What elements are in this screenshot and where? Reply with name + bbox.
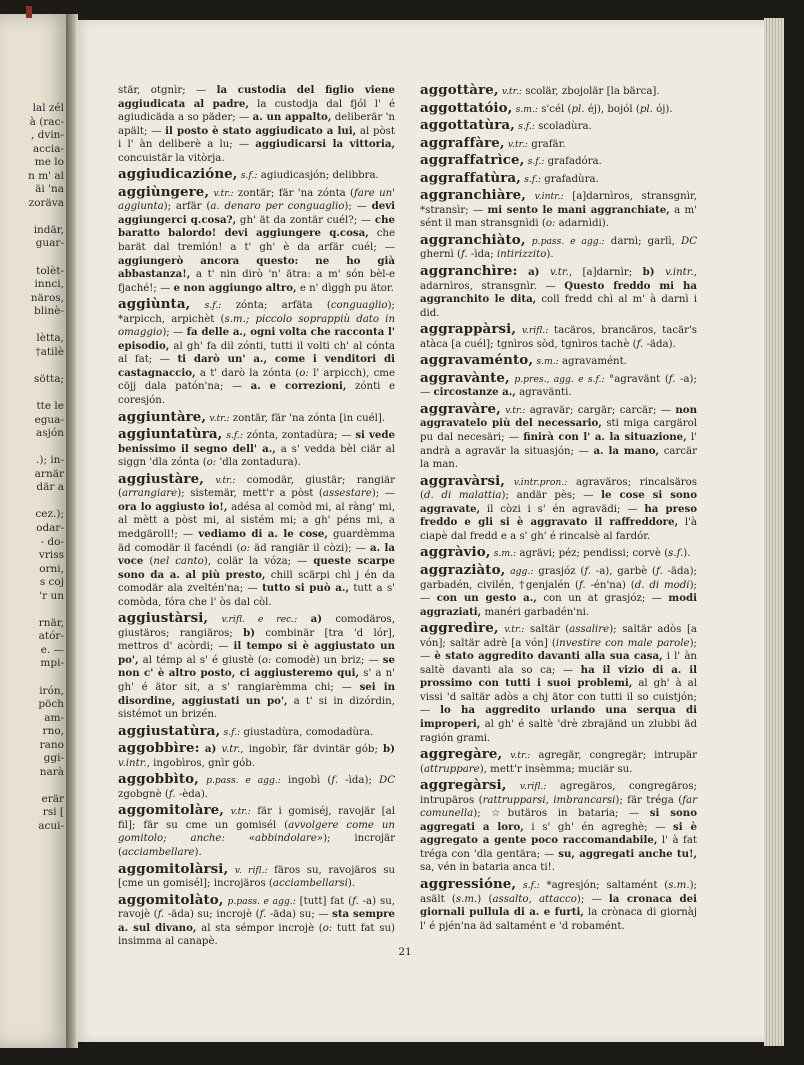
entry-definition: saltär (assalire); saltär adòs [a vón]; saltär adrè [a vón] (investire con male parole); — è stato aggredito davanti alla sua casa, i l' àn saltè davanti ala so ca; — ha il vizio di a. il prossimo con tutti i suoi problemi, al gh' à al vissi 'd saltär adòs a chj ätor con tutti il so cuistjón; — lo ha aggredito urlando una serqua di improperi, al gh' é saltè 'drè zbrajänd un zlubbi äd ragión grami. — [420, 624, 698, 744]
entry-grammar: v.rifl. e rec.: — [221, 614, 298, 626]
entry-headword: aggraffatrìce, — [420, 152, 525, 169]
left-page-text: lal zél à (rac- , dvin- accia- me lo n m' al äi 'na zoräva indär, guar- tolèt- innci, näros, blinè- lètta, †atilè sötta; tte le egua- asjón .); in- arnär där a cez.); odar- - do- vriss orni, s coj 'r un rnär, atór- e. — mpi- irón, pöch am- rno, rano ggi- narà erär rsi [ acui- — [28, 102, 64, 832]
entry-definition: scoladùra. — [538, 121, 592, 133]
entry-headword: aggobbìre: — [118, 740, 200, 757]
entry-grammar: s.f.: — [240, 170, 258, 182]
dictionary-entry — [420, 154, 697, 169]
dictionary-entry — [420, 189, 697, 231]
entry-headword: aggottatùra, — [420, 117, 515, 134]
entry-headword: aggiustàrsi, — [118, 610, 209, 627]
entry-headword: aggranchìre: — [420, 263, 518, 280]
entry-definition: a) v.tr., [a]darnìr; b) v.intr., adarnìros, stransgnìr. — Questo freddo mi ha aggranchito le dita, coll fredd chì al m' à darnì i did. — [420, 266, 698, 319]
entry-headword: aggobbìto, — [118, 771, 199, 788]
entry-headword: aggiuntàre, — [118, 408, 207, 425]
entry-definition: a) comodäros, giustäros; rangiäros; b) combinär [tra 'd lór], mettros d' acòrdi; — il tempo si è aggiustato un po', al témp al s' é giustè (o: comodè) un briz; — se non c' è altro posto, ci aggiusteremo qui, s' a n' gh' é ätor sit, a s' rangiarèmma chi; — sei in disordine, aggiustati un po', a t' si in dizórdin, sistémot un brizén. — [118, 613, 396, 721]
dictionary-entry — [420, 400, 697, 472]
entry-definition: comodär, giustär; rangiär (arrangiare); sistemär, mett'r a pòst (assestare); — ora lo aggiusto io!, adésa al comòd mi, al ràng' mi, al mètt a pòst mi, al sistém mi; a gh' péns mi, a medgäroll!; — vediamo di a. le cose, guardèmma äd comodär il facéndi (o: äd rangiär il còzi); — a. la voce (nel canto), colär la vóza; — queste scarpe sono da a. al più presto, chill scärpi chì j én da comodär ala zveltén'na; — tutto si può a., tutt a s' comòda, fóra che l' òs dal còl. — [118, 474, 395, 608]
entry-grammar: p.pass. e agg.: — [227, 895, 296, 907]
entry-headword: aggranchiàto, — [420, 231, 526, 248]
dictionary-entry — [420, 875, 698, 933]
dictionary-entry — [118, 84, 395, 165]
entry-headword: aggràvio, — [420, 544, 491, 561]
entry-grammar: v. rifl.: — [234, 864, 268, 876]
entry-grammar: v.tr.: — [501, 86, 522, 97]
dictionary-entry — [420, 119, 697, 134]
entry-definition: [a]darnìros, stransgnìr, *stransìr; — mi sento le mani aggranchiate, a m' sént il man stransgnìdi (o: adarnìdi). — [420, 191, 698, 230]
dictionary-entry — [118, 298, 395, 407]
entry-headword: aggraffatùra, — [420, 169, 521, 186]
entry-headword: aggredìre, — [420, 620, 499, 637]
entry-definition: s'cél (pl. éj), bojól (pl. ój). — [541, 103, 673, 115]
entry-definition: grasjóz (f. -a), garbè (f. -äda); garbadén, civilén, †genjalén (f. -én'na) (d. di modi); — con un gesto a., con un at grasjóz; — modi aggraziati, manéri garbadén'ni. — [420, 565, 697, 618]
entry-headword: aggiudicazióne, — [118, 166, 238, 183]
left-page-edge — [0, 14, 68, 1048]
entry-definition: tacäros, brancäros, tacär's atàca [a cuél]; tgnìros sòd, tgnìros tachè (f. -äda). — [420, 325, 697, 350]
entry-headword: aggomitolàre, — [118, 802, 225, 819]
entry-definition: agravär; cargär; carcär; — non aggravatelo più del necessario, sti miga cargärol pu dal necesäri; — finirà con l' a. la situazione, l' andrà a agravär la situasjón; — a. la mano, carcär la man. — [420, 403, 697, 471]
entry-headword: aggiùngere, — [118, 183, 210, 200]
entry-grammar: v.tr.: — [213, 187, 234, 199]
entry-grammar: v.rifl.: — [519, 781, 547, 793]
entry-definition: [tutt] fat (f. -a) su, ravojè (f. -äda) su; incrojè (f. -äda) su; — sta sempre a. sul divano, al sta sémpor incrojè (o: tutt fat su) insimma al canapè. — [118, 895, 396, 948]
dictionary-entry — [118, 891, 396, 949]
entry-headword: aggravàre, — [420, 400, 501, 417]
entry-definition: zónta, zontadùra; — si vede benissimo il segno dell' a., a s' vedda bèl ciär al siggn 'dla zónta (o: 'dla zontadura). — [118, 429, 395, 469]
entry-headword: aggressióne, — [420, 875, 517, 892]
entry-definition: grafadóra. — [547, 156, 602, 168]
entry-definition: zónta; arfäta (conguaglio); *arpicch, arpichèt (s.m.; piccolo soprappiù dato in omaggio); — fa delle a., ogni volta che racconta l' episodio, al gh' fa dil zónti, tutti il volti ch' al cónta al fat; — ti darò un' a., come i venditori di castagnaccio, a t' darò la zónta (o: l' arpicch), cme cöjj dala patón'na; — a. e correzioni, zónti e coresjón. — [118, 300, 396, 407]
dictionary-entry — [420, 169, 697, 187]
dictionary-entry — [420, 265, 697, 320]
entry-headword: aggregàre, — [420, 746, 503, 763]
entry-headword: aggraffàre, — [420, 134, 505, 151]
entry-definition: zontär, fär 'na zónta [in cuél]. — [232, 412, 386, 424]
entry-grammar: v.intr.pron.: — [513, 476, 568, 488]
entry-headword: aggravànte, — [420, 369, 510, 386]
dictionary-entry — [118, 168, 395, 183]
entry-definition: agregär, congregär; intrupär (attruppare), mett'r insèmma; muciär su. — [420, 750, 697, 775]
dictionary-entry — [420, 472, 698, 544]
entry-definition: giustadùra, comodadùra. — [243, 726, 374, 738]
dictionary-entry — [118, 183, 396, 295]
dictionary-entry — [118, 742, 395, 770]
bookmark-ribbon — [26, 6, 32, 18]
entry-headword: aggravàrsi, — [420, 472, 506, 489]
entry-definition: agravamént. — [561, 356, 627, 368]
entry-headword: aggomitolàto, — [118, 891, 224, 908]
entry-headword: aggranchiàre, — [420, 187, 527, 204]
entry-headword: aggrappàrsi, — [420, 321, 517, 338]
dictionary-entry — [420, 546, 697, 561]
entry-grammar: agg.: — [510, 565, 534, 577]
entry-headword: aggiùnta, — [118, 296, 191, 313]
entry-grammar: s.f.: — [226, 430, 243, 442]
dictionary-entry — [118, 428, 395, 470]
dictionary-entry — [420, 561, 697, 619]
entry-grammar: s.f.: — [522, 879, 540, 891]
entry-definition: agregäros, congregäros; intrupäros (rattrupparsi, imbrancarsi); fär tréga (far comunella); ☆butäros in bataria; — si sono aggregati a loro, i s' gh' én agreghè; — si è aggregato a gente poco raccomandabile, l' à fat tréga con 'dla gentära; — su, aggregati anche tu!, sa, vén in bataria anca ti!. — [420, 781, 698, 874]
entry-definition: grafär. — [531, 138, 566, 150]
page-edges — [764, 18, 784, 1046]
entry-grammar: v.tr.: — [510, 750, 531, 762]
entry-grammar: s.m.: — [515, 103, 539, 115]
entry-grammar: p.pass. e agg.: — [531, 235, 605, 247]
entry-definition: fär i gomiséj, ravojär [al fil]; fär su cme un gomisél (avvolgere come un gomitolo; anche: «abbindolare»); incrojär (acciambellare). — [118, 806, 395, 858]
entry-headword: aggiuntatùra, — [118, 426, 223, 443]
dictionary-entry — [420, 231, 697, 262]
entry-grammar: v.rifl.: — [521, 325, 549, 337]
entry-definition: agrävi; péz; pendissi; corvè (s.f.). — [519, 548, 691, 560]
entry-definition: agraväros; rincalsäros (d. di malattia); andär pès; — le cose si sono aggravate, il còzi i s' én agravädi; — ha preso freddo e gli si è aggravato il raffreddore, l'à ciapè dal fredd e a s' gh' é rincalsè al fardór. — [420, 476, 698, 542]
entry-grammar: s.f.: — [524, 173, 541, 185]
dictionary-entry — [420, 369, 697, 400]
entry-definition: °agravänt (f. -a); — circostanze a., agravänti. — [420, 373, 697, 399]
entry-grammar: v.tr.: — [230, 806, 251, 818]
entry-grammar: v.intr.: — [534, 191, 564, 203]
entry-definition: scolär, zbojolär [la bärca]. — [525, 86, 660, 97]
dictionary-entry — [118, 773, 395, 801]
entry-definition: agiudicasjón; delibbra. — [260, 170, 379, 182]
dictionary-entry — [118, 408, 395, 426]
dictionary-entry — [420, 779, 697, 875]
entry-headword: aggottàre, — [420, 82, 499, 98]
entry-grammar: s.f.: — [518, 121, 535, 133]
dictionary-entry — [420, 134, 697, 152]
entry-grammar: s.m.: — [536, 356, 559, 368]
dictionary-entry — [420, 354, 697, 369]
dictionary-entry — [420, 748, 697, 776]
entry-definition: stär, otgnìr; — la custodia del figlio viene aggiudicata al padre, la custodja dal fjól l' é agiudicäda a so päder; — a. un appalto, deliberär 'n apält; — il posto è stato aggiudicato a lui, al pòst i l' àn deliberè a lu; — aggiudicarsi la vittoria, concuistär la vitòrja. — [118, 84, 395, 164]
entry-headword: aggottatóio, — [420, 99, 513, 116]
entry-definition: darnì; garlì, DC ghernì (f. -ìda; intirizzito). — [420, 235, 697, 261]
entry-definition: ingobì (f. -ìda); DC zgobgnè (f. -èda). — [118, 775, 395, 800]
entry-grammar: s.f.: — [204, 300, 222, 312]
dictionary-entry — [420, 99, 697, 117]
entry-definition: *agresjón; saltamént (s.m.); asält (s.m.) (assalto, attacco); — la cronaca dei giornali pullula di a. e furti, la crònaca di giornàj l' é pjén'na äd saltamént e 'd robamént. — [420, 879, 698, 932]
entry-headword: aggraziàto, — [420, 561, 506, 578]
dictionary-entry — [420, 84, 697, 99]
entry-grammar: s.f.: — [527, 156, 545, 168]
dictionary-entry — [118, 722, 395, 740]
dictionary-entry — [118, 860, 396, 891]
entry-grammar: v.tr.: — [209, 412, 230, 424]
entry-grammar: p.pass. e agg.: — [206, 775, 281, 787]
page-number: 21 — [398, 946, 412, 958]
right-column — [420, 84, 697, 936]
entry-definition: zontär; fär 'na zónta (fare un' aggiunta); arfär (a. denaro per conguaglio); — devi aggiungerci q.cosa?, gh' ät da zontär cuél?; — che baratto balordo! devi aggiungere q.cosa, che barät dal tremlón! a t' gh' è da arfär cuél; — aggiungerò ancora questo: ne ho già abbastanza!, a t' nin dirò 'n' ätra: a m' són bèl-e fjaché!; — e non aggiungo altro, e n' dìggh pu ätor. — [118, 187, 396, 294]
entry-grammar: v.tr.: — [505, 404, 526, 416]
entry-definition: grafadùra. — [544, 173, 599, 185]
left-column — [118, 84, 395, 952]
entry-headword: aggravaménto, — [420, 352, 534, 369]
entry-headword: aggiustàre, — [118, 470, 204, 487]
entry-definition: färos su, ravojäros su [cme un gomisél]; incrojäros (acciambellarsi). — [118, 864, 396, 890]
entry-grammar: v.tr.: — [507, 138, 529, 150]
dictionary-entry — [118, 612, 395, 721]
entry-grammar: p.pres., agg. e s.f.: — [514, 373, 605, 385]
entry-headword: aggomitolàrsi, — [118, 860, 229, 877]
dictionary-entry — [118, 804, 395, 859]
entry-grammar: s.m.: — [493, 548, 517, 560]
dictionary-entry — [420, 323, 697, 351]
entry-definition: a) v.tr., ingobìr, fär dvintär gób; b) v.intr., ingobìros, gnìr gób. — [118, 743, 395, 769]
entry-grammar: v.tr.: — [215, 474, 236, 486]
entry-headword: aggiustatùra, — [118, 722, 221, 739]
dictionary-entry — [118, 470, 395, 609]
entry-grammar: s.f.: — [223, 726, 241, 738]
entry-headword: aggregàrsi, — [420, 777, 507, 794]
dictionary-entry — [420, 622, 697, 745]
entry-grammar: v.tr.: — [504, 624, 525, 636]
